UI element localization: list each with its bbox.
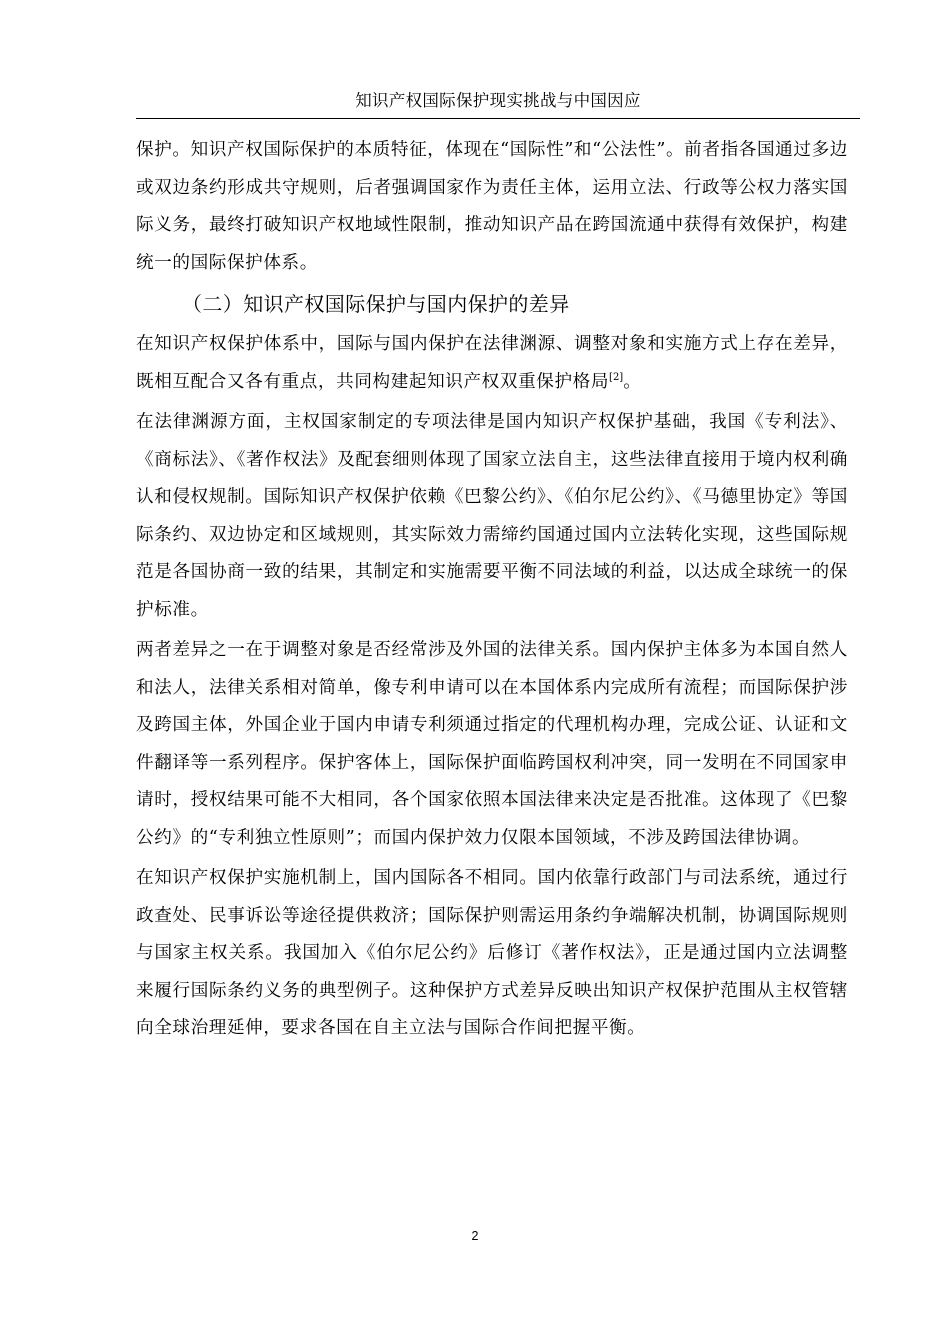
- paragraph-adjustment-objects: 两者差异之一在于调整对象是否经常涉及外国的法律关系。国内保护主体多为本国自然人和法人，法律关系相对简单，像专利申请可以在本国体系内完成所有流程；而国际保护涉及跨国主体，外国企业于国内申请专利须通过指定的代理机构办理，完成公证、认证和文件翻译等一系列程序。保护客体上，国际保护面临跨国权利冲突，同一发明在不同国家申请时，授权结果可能不大相同，各个国家依照本国法律来决定是否批准。这体现了《巴黎公约》的“专利独立性原则”；而国内保护效力仅限本国领域，不涉及跨国法律协调。: [136, 640, 848, 848]
- paragraph-implementation-mechanism: 在知识产权保护实施机制上，国内国际各不相同。国内依靠行政部门与司法系统，通过行政查处、民事诉讼等途径提供救济；国际保护则需运用条约争端解决机制，协调国际规则与国家主权关系。我国加入《伯尔尼公约》后修订《著作权法》，正是通过国内立法调整来履行国际条约义务的典型例子。这种保护方式差异反映出知识产权保护范围从主权管辖向全球治理延伸，要求各国在自主立法与国际合作间把握平衡。: [136, 868, 848, 1038]
- paragraph-intro-continuation: 保护。知识产权国际保护的本质特征，体现在“国际性”和“公法性”。前者指各国通过多边或双边条约形成共守规则，后者强调国家作为责任主体，运用立法、行政等公权力落实国际义务，最终打破知识产权地域性限制，推动知识产品在跨国流通中获得有效保护，构建统一的国际保护体系。: [136, 140, 848, 273]
- citation-marker[interactable]: [2]: [609, 371, 624, 383]
- paragraph-overview-text: 在知识产权保护体系中，国际与国内保护在法律渊源、调整对象和实施方式上存在差异，既相互配合又各有重点，共同构建起知识产权双重保护格局: [136, 334, 848, 392]
- page-number: 2: [471, 1229, 479, 1243]
- paragraph-legal-sources: 在法律渊源方面，主权国家制定的专项法律是国内知识产权保护基础，我国《专利法》、《商标法》、《著作权法》及配套细则体现了国家立法自主，这些法律直接用于境内权利确认和侵权规制。国际知识产权保护依赖《巴黎公约》、《伯尔尼公约》、《马德里协定》等国际条约、双边协定和区域规则，其实际效力需缔约国通过国内立法转化实现，这些国际规范是各国协商一致的结果，其制定和实施需要平衡不同法域的利益，以达成全球统一的保护标准。: [136, 412, 848, 620]
- running-header-title: 知识产权国际保护现实挑战与中国因应: [355, 91, 641, 110]
- paragraph-overview: [136, 326, 848, 401]
- body-text: [136, 132, 848, 1048]
- paragraph-overview-end: 。: [623, 371, 642, 392]
- section-heading: （二）知识产权国际保护与国内保护的差异: [182, 292, 570, 316]
- running-header: [136, 88, 860, 119]
